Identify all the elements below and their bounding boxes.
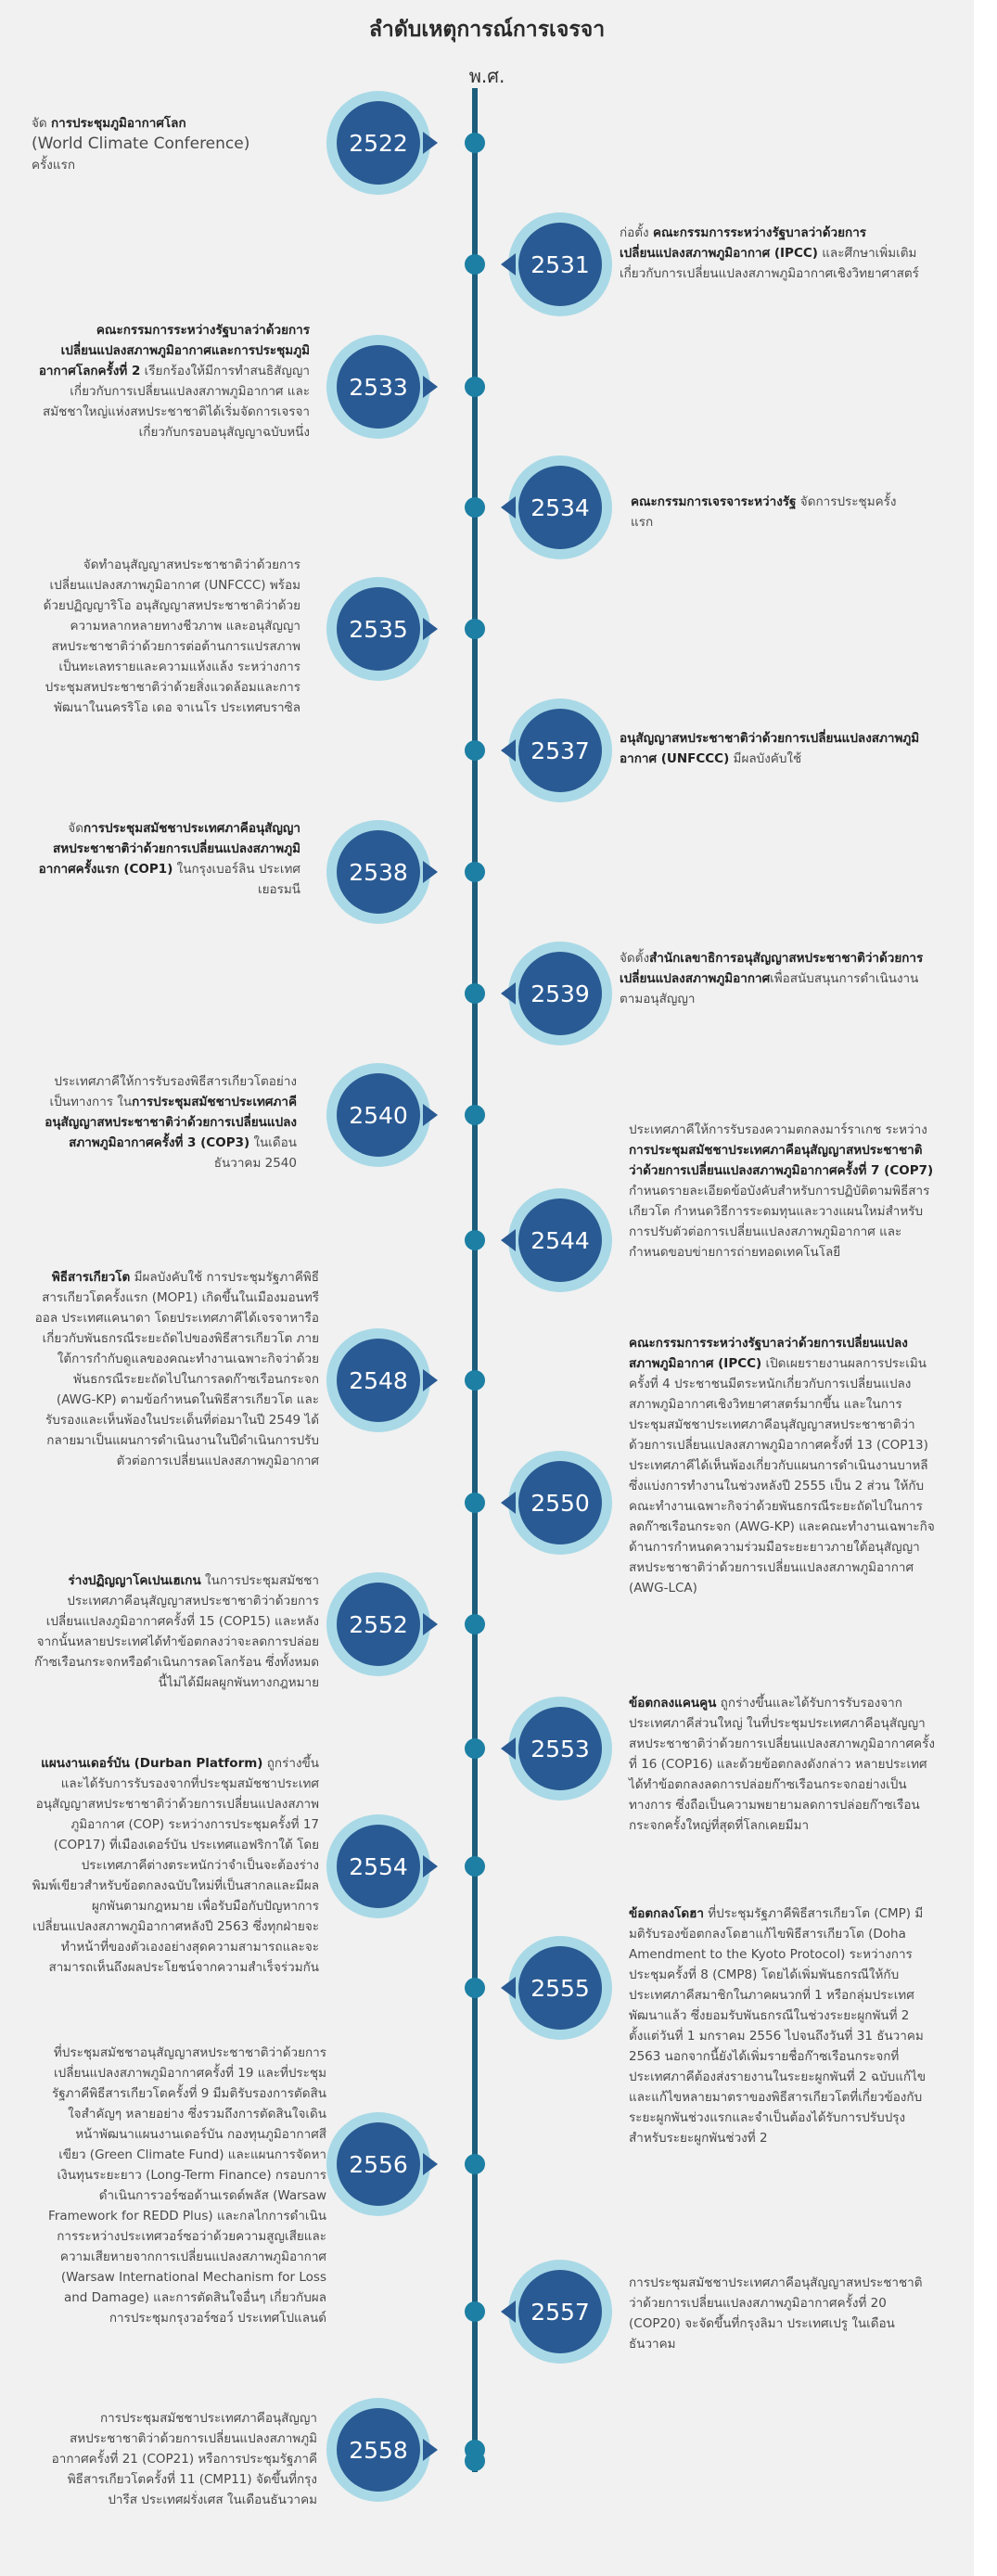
event-text-bold: การประชุมภูมิอากาศโลก xyxy=(50,116,186,131)
year-badge-pointer xyxy=(423,1613,438,1635)
event-text-bold: คณะกรรมการระหว่างรัฐบาลว่าด้วยการเปลี่ยนแปลงสภาพภูมิอากาศและการประชุมภูมิอากาศโลกครั้งที่ 2 xyxy=(38,323,310,378)
timeline-dot xyxy=(465,862,485,882)
event-description xyxy=(629,2273,935,2354)
event-text-bold: อนุสัญญาสหประชาชาติว่าด้วยการเปลี่ยนแปลงสภาพภูมิอากาศ (UNFCCC) xyxy=(620,731,920,766)
year-label: 2537 xyxy=(518,709,602,792)
event-text-pre: การประชุมสมัชชาประเทศภาคีอนุสัญญาสหประชาชาติว่าด้วยการเปลี่ยนแปลงสภาพภูมิอากาศครั้งที่ 20 (COP20) จะจัดขึ้นที่กรุงลิมา ประเทศเปรู ในเดือนธันวาคม xyxy=(629,2275,923,2352)
event-text-pre: จัด xyxy=(32,116,51,131)
year-badge-pointer xyxy=(423,1369,438,1391)
year-badge xyxy=(326,335,430,439)
event-description xyxy=(629,1903,935,2148)
year-label: 2522 xyxy=(337,101,420,185)
event-text-extra-big: (World Climate Conference) xyxy=(32,135,250,153)
event-description xyxy=(620,728,926,769)
event-description xyxy=(32,1267,319,1471)
year-label: 2555 xyxy=(518,1946,602,2030)
year-label: 2548 xyxy=(337,1339,420,1422)
event-text-post: กำหนดรายละเอียดข้อบังคับสำหรับการปฏิบัติตามพิธีสารเกียวโต กำหนดวิธีการระดมทุนและวางแผนใหม่สำหรับการปรับตัวต่อการเปลี่ยนแปลงสภาพภูมิอากาศ และกำหนดขอบข่ายการถ่ายทอดเทคโนโลยี xyxy=(629,1184,930,1260)
event-text-bold: สำนักเลขาธิการอนุสัญญาสหประชาชาติว่าด้วยการเปลี่ยนแปลงสภาพภูมิอากาศ xyxy=(620,951,924,986)
timeline-dot xyxy=(465,1493,485,1513)
event-text-bold: ข้อตกลงโดฮา xyxy=(629,1906,704,1921)
year-badge-pointer xyxy=(423,618,438,640)
timeline-dot xyxy=(465,1370,485,1391)
year-label: 2552 xyxy=(337,1583,420,1666)
year-label: 2557 xyxy=(518,2270,602,2353)
year-badge-pointer xyxy=(501,253,516,276)
event-text-bold: ร่างปฏิญญาโคเปนเฮเกน xyxy=(68,1573,201,1588)
event-description xyxy=(32,320,310,442)
year-badge xyxy=(326,577,430,681)
event-text-pre: ประเทศภาคีให้การรับรองความตกลงมาร์ราเกช ระหว่าง xyxy=(629,1122,927,1137)
year-badge-pointer xyxy=(423,132,438,154)
year-badge-pointer xyxy=(423,1855,438,1878)
event-description xyxy=(32,818,300,900)
event-description xyxy=(620,223,926,284)
event-text-post2: ครั้งแรก xyxy=(32,158,75,173)
year-label: 2533 xyxy=(337,345,420,429)
page-title: ลำดับเหตุการณ์การเจรจา xyxy=(368,18,606,42)
timeline-dot xyxy=(465,1614,485,1634)
event-text-pre: ที่ประชุมสมัชชาอนุสัญญาสหประชาชาติว่าด้วยการเปลี่ยนแปลงสภาพภูมิอากาศครั้งที่ 19 และที่ประชุมรัฐภาคีพิธีสารเกียวโตครั้งที่ 9 มีมติรับรองการตัดสินใจสำคัญๆ หลายอย่าง ซึ่งรวมถึงการตัดสินใจเดินหน้าพัฒนาแผนงานเดอร์บัน กองทุนภูมิอากาศสีเขียว (Green Climate Fund) และแผนการจัดหาเงินทุนระยะยาว (Long-Term Finance) กรอบการดำเนินการวอร์ซอด้านเรดด์พลัส (Warsaw Framework for REDD Plus) และกลไกการดำเนินการระหว่างประเทศวอร์ซอว่าด้วยความสูญเสียและความเสียหายจากการเปลี่ยนแปลงสภาพภูมิอากาศ (Warsaw International Mechanism for Loss and Damage) และการตัดสินใจอื่นๆ เกี่ยวกับผลการประชุมกรุงวอร์ซอว์ ประเทศโปแลนด์ xyxy=(48,2045,326,2326)
year-badge xyxy=(326,1063,430,1167)
event-text-bold: คณะกรรมการระหว่างรัฐบาลว่าด้วยการเปลี่ยนแปลงสภาพภูมิอากาศ (IPCC) xyxy=(629,1336,908,1371)
year-badge xyxy=(326,1328,430,1432)
event-text-bold: การประชุมสมัชชาประเทศภาคีอนุสัญญาสหประชาชาติว่าด้วยการเปลี่ยนแปลงสภาพภูมิอากาศครั้งแรก (COP1) xyxy=(38,821,300,877)
timeline-axis xyxy=(472,88,478,2472)
timeline-dot xyxy=(465,133,485,153)
event-description xyxy=(32,1570,319,1693)
year-badge-pointer xyxy=(423,2439,438,2461)
year-badge-pointer xyxy=(501,1737,516,1760)
timeline-dot xyxy=(465,1856,485,1877)
year-badge-pointer xyxy=(423,861,438,883)
year-label: 2534 xyxy=(518,466,602,549)
year-badge-pointer xyxy=(501,496,516,519)
year-badge-pointer xyxy=(501,1492,516,1514)
timeline-dot xyxy=(465,2154,485,2174)
timeline-dot xyxy=(465,983,485,1004)
event-text-post: ในเดือนธันวาคม 2540 xyxy=(213,1135,297,1171)
year-label: 2539 xyxy=(518,952,602,1035)
event-text-bold: แผนงานเดอร์บัน (Durban Platform) xyxy=(41,1756,263,1771)
event-description xyxy=(32,555,300,718)
year-badge xyxy=(508,698,612,802)
timeline-dot xyxy=(465,619,485,639)
event-description xyxy=(629,1333,935,1598)
year-label: 2550 xyxy=(518,1461,602,1544)
event-description xyxy=(48,2043,326,2328)
event-text-bold: คณะกรรมการเจรจาระหว่างรัฐ xyxy=(631,494,797,509)
event-text-post: ถูกร่างขึ้นและได้รับการรับรองจากประเทศภาคีส่วนใหญ่ ในที่ประชุมประเทศภาคีอนุสัญญาสหประชาชาติว่าด้วยการเปลี่ยนแปลงสภาพภูมิอากาศครั้งที่ 16 (COP16) และด้วยข้อตกลงดังกล่าว หลายประเทศได้ทำข้อตกลงลดการปล่อยก๊าซเรือนกระจกอย่างเป็นทางการ ซึ่งถือเป็นความพยายามลดการปล่อยก๊าซเรือนกระจกครั้งใหญ่ที่สุดที่โลกเคยมีมา xyxy=(629,1696,935,1833)
axis-unit-label: พ.ศ. xyxy=(468,65,505,87)
year-label: 2531 xyxy=(518,223,602,306)
event-text-pre: ก่อตั้ง xyxy=(620,225,653,240)
event-text-bold: การประชุมสมัชชาประเทศภาคีอนุสัญญาสหประชาชาติว่าด้วยการเปลี่ยนแปลงสภาพภูมิอากาศครั้งที่ 7 (COP7) xyxy=(629,1143,934,1178)
year-badge xyxy=(508,942,612,1045)
year-label: 2544 xyxy=(518,1198,602,1282)
event-text-bold: พิธีสารเกียวโต xyxy=(51,1270,131,1285)
event-text-post: และศึกษาเพิ่มเติมเกี่ยวกับการเปลี่ยนแปลงสภาพภูมิอากาศเชิงวิทยาศาสตร์ xyxy=(620,246,919,281)
event-description xyxy=(37,1071,297,1173)
timeline-end-dot xyxy=(465,2451,485,2471)
event-description xyxy=(629,1120,935,1262)
event-text-pre: จัดตั้ง xyxy=(620,951,650,966)
event-text-post: ในกรุงเบอร์ลิน ประเทศเยอรมนี xyxy=(173,862,300,897)
timeline-dot xyxy=(465,1978,485,1998)
year-badge-pointer xyxy=(501,1977,516,1999)
event-description xyxy=(48,2408,317,2510)
year-badge xyxy=(326,2398,430,2502)
year-label: 2558 xyxy=(337,2408,420,2492)
year-badge xyxy=(508,1697,612,1801)
year-label: 2556 xyxy=(337,2122,420,2206)
event-text-pre: การประชุมสมัชชาประเทศภาคีอนุสัญญาสหประชาชาติว่าด้วยการเปลี่ยนแปลงสภาพภูมิอากาศครั้งที่ 21 (COP21) หรือการประชุมรัฐภาคีพิธีสารเกียวโตครั้งที่ 11 (CMP11) จัดขึ้นที่กรุงปารีส ประเทศฝรั่งเศส ในเดือนธันวาคม xyxy=(51,2411,317,2507)
year-badge-pointer xyxy=(423,2153,438,2175)
year-badge-pointer xyxy=(423,376,438,398)
event-text-bold: การประชุมสมัชชาประเทศภาคีอนุสัญญาสหประชาชาติว่าด้วยการเปลี่ยนแปลงสภาพภูมิอากาศครั้งที่ 3 (COP3) xyxy=(45,1095,297,1150)
year-badge xyxy=(326,1572,430,1676)
event-text-pre: ประเทศภาคีให้การรับรองพิธีสารเกียวโตอย่างเป็นทางการ ใน xyxy=(49,1074,297,1109)
year-badge-pointer xyxy=(423,1104,438,1126)
event-description xyxy=(32,113,282,175)
year-badge-pointer xyxy=(501,1229,516,1251)
event-description xyxy=(32,1753,319,1978)
year-badge xyxy=(508,1188,612,1292)
year-badge-pointer xyxy=(501,982,516,1005)
event-text-post: ที่ประชุมรัฐภาคีพิธีสารเกียวโต (CMP) มีมติรับรองข้อตกลงโดฮาแก้ไขพิธีสารเกียวโต (Doha Amendment to the Kyoto Protocol) ระหว่างการประชุมครั้งที่ 8 (CMP8) โดยได้เพิ่มพันธกรณีให้กับประเทศภาคีสมาชิกในภาคผนวกที่ 1 หรือกลุ่มประเทศพัฒนาแล้ว ซึ่งยอมรับพันธกรณีในช่วงระยะผูกพันที่ 2 ตั้งแต่วันที่ 1 มกราคม 2556 ไปจนถึงวันที่ 31 ธันวาคม 2563 นอกจากนี้ยังได้เพิ่มรายชื่อก๊าซเรือนกระจกที่ประเทศภาคีต้องส่งรายงานในระยะผูกพันที่ 2 ฉบับแก้ไข และแก้ไขหลายมาตราของพิธีสารเกียวโตที่เกี่ยวข้องกับระยะผูกพันช่วงแรกและจำเป็นต้องได้รับการปรับปรุงสำหรับระยะผูกพันช่วงที่ 2 xyxy=(629,1906,927,2146)
event-text-post: มีผลบังคับใช้ xyxy=(729,751,802,766)
year-label: 2535 xyxy=(337,587,420,671)
year-badge xyxy=(508,1451,612,1555)
event-text-post: เรียกร้องให้มีการทำสนธิสัญญาเกี่ยวกับการเปลี่ยนแปลงสภาพภูมิอากาศ และสมัชชาใหญ่แห่งสหประชาชาติได้เริ่มจัดการเจรจาเกี่ยวกับกรอบอนุสัญญาฉบับหนึ่ง xyxy=(43,364,310,440)
event-description xyxy=(620,948,926,1009)
event-description xyxy=(629,1693,935,1836)
event-description xyxy=(631,492,909,532)
event-text-post: เพื่อสนับสนุนการดำเนินงานตามอนุสัญญา xyxy=(620,971,919,1006)
year-label: 2538 xyxy=(337,830,420,914)
timeline-dot xyxy=(465,1738,485,1759)
event-text-post: ในการประชุมสมัชชาประเทศภาคีอนุสัญญาสหประชาชาติว่าด้วยการเปลี่ยนแปลงภูมิอากาศครั้งที่ 15 (COP15) และหลังจากนั้นหลายประเทศได้ทำข้อตกลงว่าจะลดการปล่อยก๊าซเรือนกระจกหรือดำเนินการลดโลกร้อน ซึ่งทั้งหมดนี้ไม่ได้มีผลผูกพันทางกฎหมาย xyxy=(34,1573,319,1690)
event-text-bold: ข้อตกลงแคนคูน xyxy=(629,1696,717,1711)
year-badge xyxy=(326,91,430,195)
timeline-dot xyxy=(465,2301,485,2322)
year-badge xyxy=(508,2260,612,2364)
timeline-dot xyxy=(465,1105,485,1125)
event-text-post: จัดการประชุมครั้งแรก xyxy=(631,494,897,530)
year-badge-pointer xyxy=(501,2300,516,2323)
event-text-post: เปิดเผยรายงานผลการประเมินครั้งที่ 4 ประชาชนมีตระหนักเกี่ยวกับการเปลี่ยนแปลงสภาพภูมิอากาศเชิงวิทยาศาสตร์มากขึ้น และในการประชุมสมัชชาประเทศภาคีอนุสัญญาสหประชาชาติว่าด้วยการเปลี่ยนแปลงสภาพภูมิอากาศครั้งที่ 13 (COP13) ประเทศภาคีได้เห็นพ้องเกี่ยวกับแผนการดำเนินงานบาหลี ซึ่งแบ่งการทำงานในช่วงหลังปี 2555 เป็น 2 ส่วน ให้กับคณะทำงานเฉพาะกิจว่าด้วยพันธกรณีระยะถัดไปในการลดก๊าซเรือนกระจก (AWG-KP) และคณะทำงานเฉพาะกิจด้านการกำหนดความร่วมมือระยะยาวภายใต้อนุสัญญาสหประชาชาติว่าด้วยการเปลี่ยนแปลงสภาพภูมิอากาศ (AWG-LCA) xyxy=(629,1356,935,1596)
event-text-bold: คณะกรรมการระหว่างรัฐบาลว่าด้วยการเปลี่ยนแปลงสภาพภูมิอากาศ (IPCC) xyxy=(620,225,867,261)
year-badge xyxy=(508,1936,612,2040)
event-text-pre: จัด xyxy=(68,821,83,836)
year-badge xyxy=(326,820,430,924)
year-label: 2553 xyxy=(518,1707,602,1790)
year-badge xyxy=(508,455,612,559)
year-label: 2554 xyxy=(337,1825,420,1908)
page-margin xyxy=(974,0,997,2576)
timeline-dot xyxy=(465,1230,485,1250)
timeline-dot xyxy=(465,377,485,397)
year-badge xyxy=(326,1814,430,1918)
event-text-post: มีผลบังคับใช้ การประชุมรัฐภาคีพิธีสารเกียวโตครั้งแรก (MOP1) เกิดขึ้นในเมืองมอนทรีออล ประเทศแคนาดา โดยประเทศภาคีได้เจรจาหารือเกี่ยวกับพันธกรณีระยะถัดไปของพิธีสารเกียวโต ภายใต้การกำกับดูแลของคณะทำงานเฉพาะกิจว่าด้วยพันธกรณีระยะถัดไปในการลดก๊าซเรือนกระจก (AWG-KP) ตามข้อกำหนดในพิธีสารเกียวโต และรับรองและเห็นพ้องในประเด็นที่ต่อมาในปี 2549 ได้กลายมาเป็นแผนการดำเนินงานในปีดำเนินการปรับตัวต่อการเปลี่ยนแปลงสภาพภูมิอากาศ xyxy=(34,1270,319,1468)
timeline-dot xyxy=(465,740,485,761)
year-label: 2540 xyxy=(337,1073,420,1157)
timeline-dot xyxy=(465,497,485,518)
year-badge xyxy=(326,2112,430,2216)
year-badge xyxy=(508,212,612,316)
event-text-post: ถูกร่างขึ้นและได้รับการรับรองจากที่ประชุมสมัชชาประเทศอนุสัญญาสหประชาชาติว่าด้วยการเปลี่ยนแปลงสภาพภูมิอากาศ (COP) ระหว่างการประชุมครั้งที่ 17 (COP17) ที่เมืองเดอร์บัน ประเทศแอฟริกาใต้ โดยประเทศภาคีต่างตระหนักว่าจำเป็นจะต้องร่างพิมพ์เขียวสำหรับข้อตกลงฉบับใหม่ที่เป็นสากลและมีผลผูกพันตามกฎหมาย เพื่อรับมือกับปัญหาการเปลี่ยนแปลงสภาพภูมิอากาศหลังปี 2563 ซึ่งทุกฝ่ายจะทำหน้าที่ของตัวเองอย่างสุดความสามารถและจะสามารถเห็นถึงผลประโยชน์จากความสำเร็จร่วมกัน xyxy=(32,1756,319,1975)
year-badge-pointer xyxy=(501,739,516,762)
timeline-dot xyxy=(465,254,485,275)
event-text-pre: จัดทำอนุสัญญาสหประชาชาติว่าด้วยการเปลี่ยนแปลงสภาพภูมิอากาศ (UNFCCC) พร้อมด้วยปฏิญญาริโอ อนุสัญญาสหประชาชาติว่าด้วยความหลากหลายทางชีวภาพ และอนุสัญญาสหประชาชาติว่าด้วยการต่อต้านการแปรสภาพเป็นทะเลทรายและความแห้งแล้ง ระหว่างการประชุมสหประชาชาติว่าด้วยสิ่งแวดล้อมและการพัฒนาในนครริโอ เดอ จาเนโร ประเทศบราซิล xyxy=(43,557,300,715)
